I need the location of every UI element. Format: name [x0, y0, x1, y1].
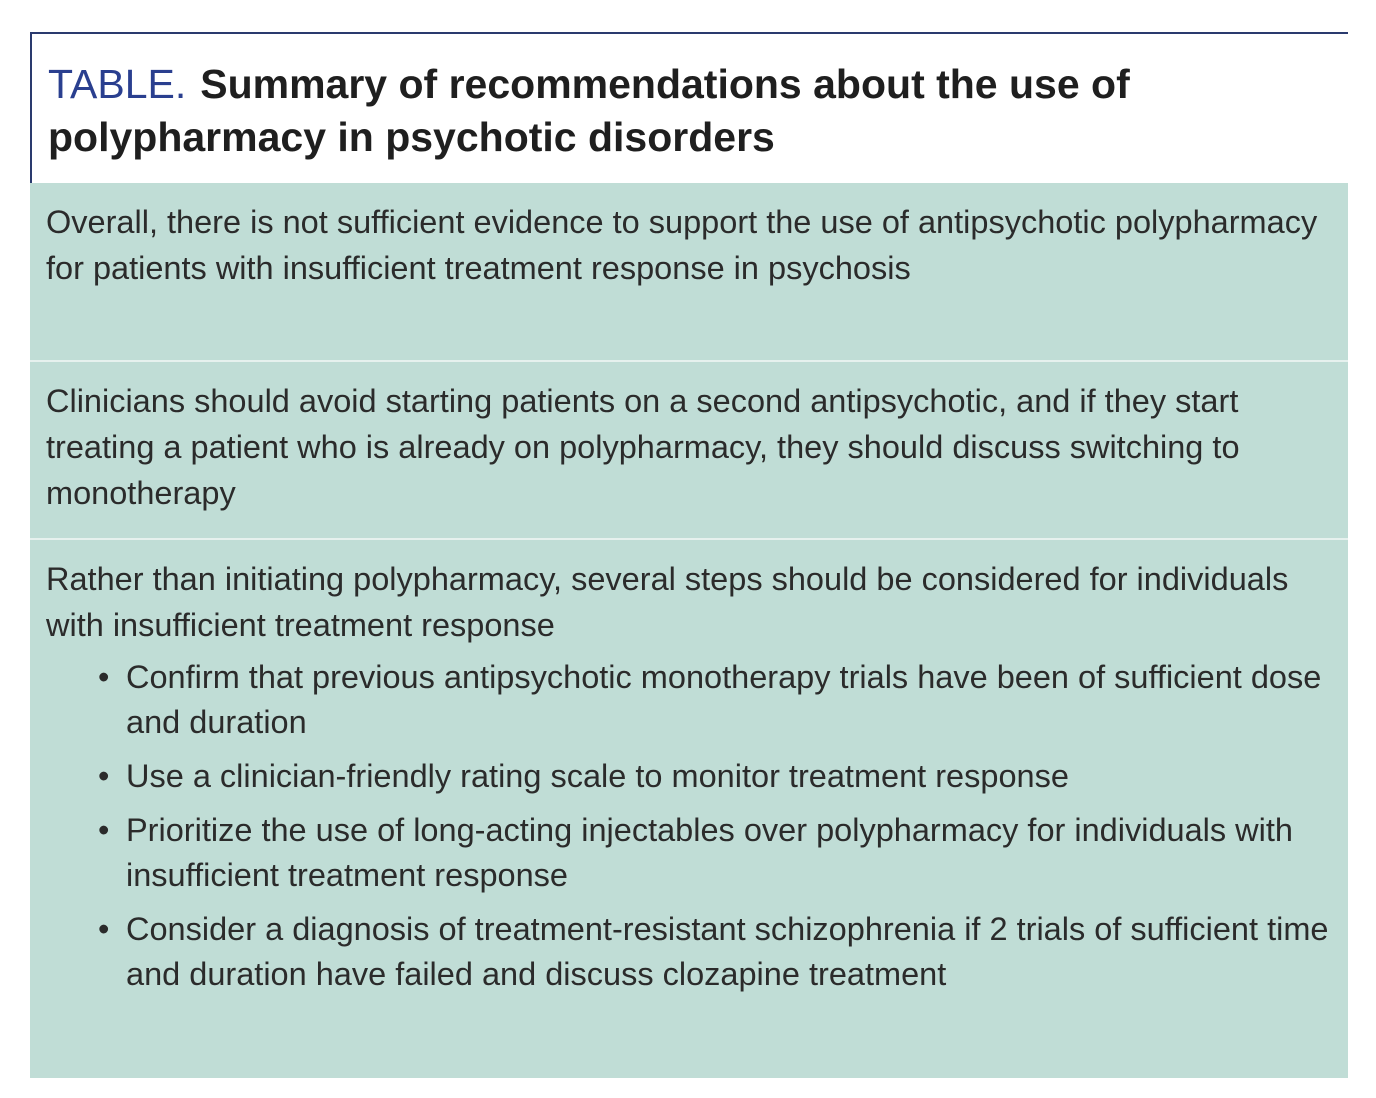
- list-item: [98, 808, 1332, 898]
- list-item: [98, 907, 1332, 997]
- table-header: [30, 32, 1348, 183]
- table-body: [30, 183, 1348, 1078]
- list-item-text: Confirm that previous antipsychotic monotherapy trials have been of sufficient dose and duration: [126, 659, 1322, 740]
- table-row: [30, 538, 1348, 1078]
- table-label: TABLE.: [48, 61, 187, 107]
- list-item-text: Prioritize the use of long-acting injectables over polypharmacy for individuals with insufficient treatment response: [126, 812, 1293, 893]
- bullet-icon: •: [98, 812, 110, 848]
- table-row: [30, 183, 1348, 360]
- steps-list: [46, 655, 1332, 997]
- table-title: [48, 58, 1348, 164]
- row-text: Overall, there is not sufficient evidence to support the use of antipsychotic polypharmacy for patients with insufficient treatment response in psychosis: [46, 204, 1318, 286]
- list-item: [98, 655, 1332, 745]
- row-text: Rather than initiating polypharmacy, several steps should be considered for individuals with insufficient treatment response: [46, 561, 1289, 643]
- bullet-icon: •: [98, 659, 110, 695]
- row-text: Clinicians should avoid starting patients on a second antipsychotic, and if they start treating a patient who is already on polypharmacy, they should discuss switching to monotherapy: [46, 383, 1240, 511]
- recommendations-table: [30, 32, 1348, 1078]
- table-row: [30, 360, 1348, 538]
- bullet-icon: •: [98, 911, 110, 947]
- list-item-text: Use a clinician-friendly rating scale to monitor treatment response: [126, 758, 1069, 794]
- list-item: [98, 754, 1332, 799]
- bullet-icon: •: [98, 758, 110, 794]
- table-title-text: Summary of recommendations about the use of polypharmacy in psychotic disorders: [48, 61, 1130, 160]
- list-item-text: Consider a diagnosis of treatment-resistant schizophrenia if 2 trials of sufficient time and duration have failed and discuss clozapine treatment: [126, 911, 1329, 992]
